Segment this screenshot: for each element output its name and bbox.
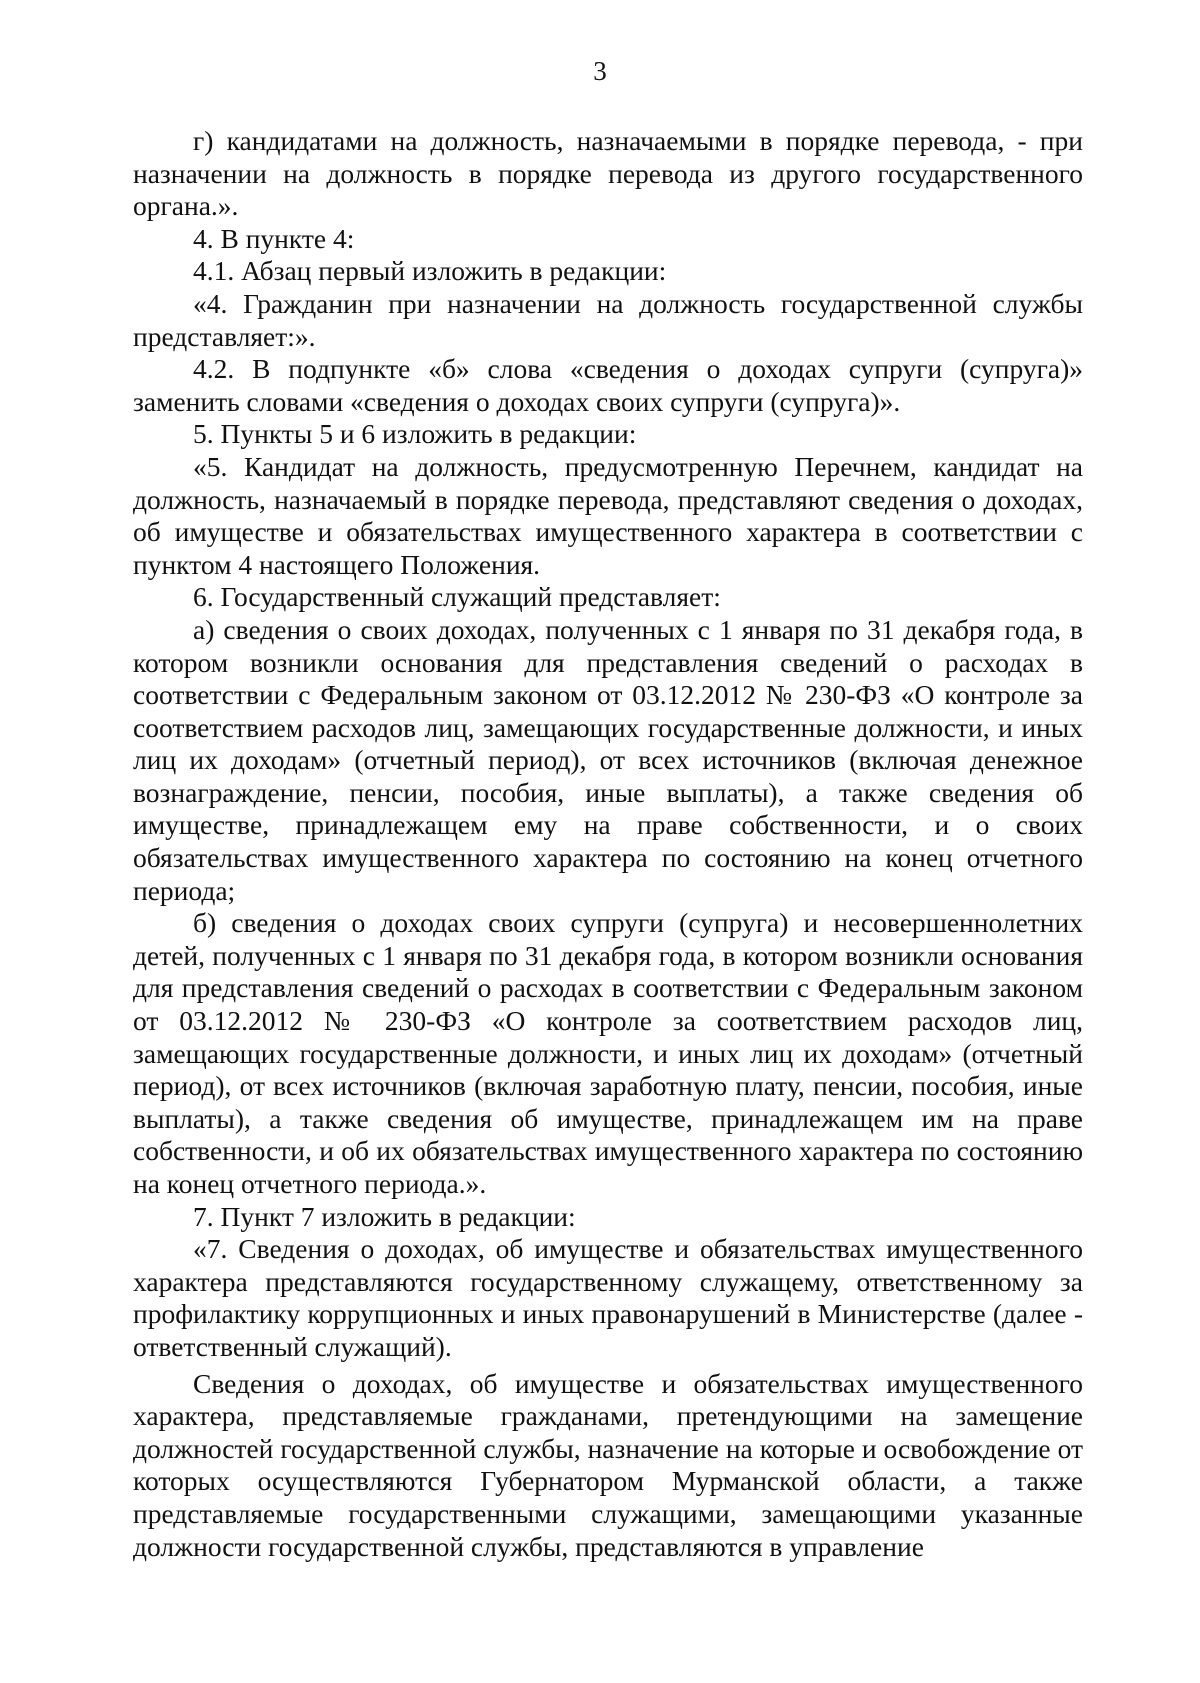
paragraph-item-5: 5. Пункты 5 и 6 изложить в редакции: <box>193 418 637 450</box>
paragraph-item-6-a: а) сведения о своих доходах, полученных с 1 января по 31 декабря года, в котором возникли основания для представления сведений о расходах в соответствии с Федеральным законом от 03.12.2012 № 230-ФЗ «О контроле за соответствием расходов лиц, замещающих государственные должности, и иных лиц их доходам» (отчетный период), от всех источников (включая денежное вознаграждение, пенсии, пособия, иные выплаты), а также сведения об имуществе, принадлежащем ему на праве собственности, и о своих обязательствах имущественного характера по состоянию на конец отчетного периода; <box>133 613 1083 906</box>
paragraph-item-6-b: б) сведения о доходах своих супруги (супруга) и несовершеннолетних детей, полученных с 1 января по 31 декабря года, в котором возникли основания для представления сведений о расходах в соответствии с Федеральным законом от 03.12.2012 № 230-ФЗ «О контроле за соответствием расходов лиц, замещающих государственные должности, и иных лиц их доходам» (отчетный период), от всех источников (включая заработную плату, пенсии, пособия, иные выплаты), а также сведения об имуществе, принадлежащем им на праве собственности, и об их обязательствах имущественного характера по состоянию на конец отчетного периода.». <box>133 907 1083 1199</box>
paragraph-item-5-candidate: «5. Кандидат на должность, предусмотренную Перечнем, кандидат на должность, назначаемый в порядке перевода, представляют сведения о доходах, об имуществе и обязательствах имущественного характера в соответствии с пунктом 4 настоящего Положения. <box>133 450 1083 580</box>
paragraph-item-7-governor: Сведения о доходах, об имуществе и обязательствах имущественного характера, представляемые гражданами, претендующими на замещение должностей государственной службы, назначение на которые и освобождение от которых осуществляются Губернатором Мурманской области, а также представляемые государственными служащими, замещающими указанные должности государственной службы, представляются в управление <box>133 1367 1083 1562</box>
document-body <box>133 125 1083 1563</box>
paragraph-item-7-text: «7. Сведения о доходах, об имуществе и обязательствах имущественного характера представляются государственному служащему, ответственному за профилактику коррупционных и иных правонарушений в Министерстве (далее - ответственный служащий). <box>133 1233 1083 1362</box>
page-number: 3 <box>593 56 607 86</box>
paragraph-item-4-citizen: «4. Гражданин при назначении на должность государственной службы представляет:». <box>133 287 1083 352</box>
paragraph-item-4: 4. В пункте 4: <box>193 222 355 254</box>
paragraph-g-candidates-transfer: г) кандидатами на должность, назначаемыми в порядке перевода, - при назначении на должность в порядке перевода из другого государственного органа.». <box>133 125 1083 222</box>
paragraph-item-4-1: 4.1. Абзац первый изложить в редакции: <box>193 255 667 287</box>
paragraph-item-4-2: 4.2. В подпункте «б» слова «сведения о доходах супруги (супруга)» заменить словами «сведения о доходах своих супруги (супруга)». <box>133 353 1083 417</box>
paragraph-item-6: 6. Государственный служащий представляет: <box>193 581 721 613</box>
paragraph-item-7: 7. Пункт 7 изложить в редакции: <box>193 1200 576 1232</box>
